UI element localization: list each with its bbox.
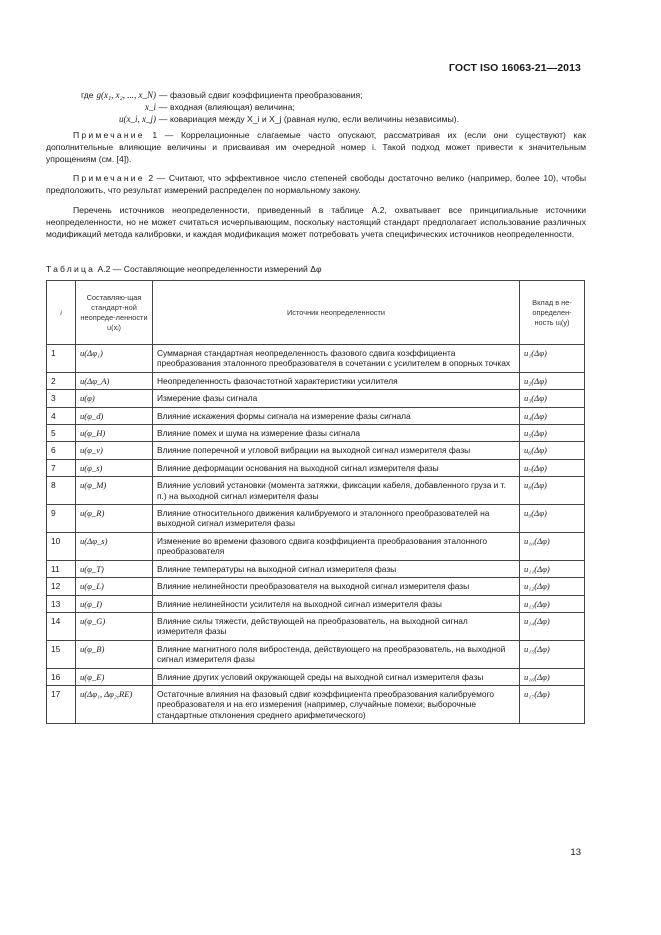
row-index: 3 — [47, 390, 76, 407]
row-index: 16 — [47, 668, 76, 685]
row-source: Измерение фазы сигнала — [153, 390, 520, 407]
row-component: u(φ_s) — [76, 459, 153, 476]
row-source: Влияние помех и шума на измерение фазы сигнала — [153, 425, 520, 442]
table-row — [47, 560, 585, 577]
row-source: Изменение во времени фазового сдвига коэффициента преобразования эталонного преобразователя — [153, 532, 520, 560]
row-source: Влияние температуры на выходной сигнал измерителя фазы — [153, 560, 520, 577]
row-component: u(φ_E) — [76, 668, 153, 685]
row-component: u(φ_L) — [76, 578, 153, 595]
note-label: Примечание — [73, 130, 145, 140]
definition-row — [46, 101, 586, 113]
row-component: u(φ_B) — [76, 640, 153, 668]
row-component: u(φ_v) — [76, 442, 153, 459]
row-component: u(Δφ₁) — [76, 345, 153, 373]
row-component: u(φ_R) — [76, 505, 153, 533]
definition-text: ковариация между X_i и X_j (равная нулю, если величины независимы). — [170, 114, 459, 125]
definition-symbol: u(x_i, x_j) — [119, 114, 156, 125]
row-contribution: u₁₂(Δφ) — [520, 578, 585, 595]
row-index: 2 — [47, 372, 76, 389]
row-index: 7 — [47, 459, 76, 476]
row-index: 9 — [47, 505, 76, 533]
table-row — [47, 640, 585, 668]
row-index: 15 — [47, 640, 76, 668]
row-index: 8 — [47, 477, 76, 505]
note-text: 2 — Считают, что эффективное число степеней свободы достаточно велико (например, более 10), чтобы предположить, что результат измерений распределен по нормальному закону. — [46, 173, 586, 196]
row-index: 6 — [47, 442, 76, 459]
row-source: Влияние других условий окружающей среды на выходной сигнал измерителя фазы — [153, 668, 520, 685]
row-contribution: u₁₁(Δφ) — [520, 560, 585, 577]
row-contribution: u₈(Δφ) — [520, 477, 585, 505]
table-row — [47, 668, 585, 685]
header-contribution: Вклад в не-определен-ность uᵢ(y) — [520, 281, 585, 345]
row-source: Влияние нелинейности преобразователя на выходной сигнал измерителя фазы — [153, 578, 520, 595]
header-component: Составляю-щая стандарт-ной неопреде-ленности u(xᵢ) — [76, 281, 153, 345]
table-row — [47, 532, 585, 560]
row-component: u(φ_M) — [76, 477, 153, 505]
row-component: u(Δφ₁, Δφ₂,RE) — [76, 685, 153, 723]
row-source: Влияние условий установки (момента затяжки, фиксации кабеля, добавленного груза и т. п.) на выходной сигнал измерителя фазы — [153, 477, 520, 505]
row-contribution: u₆(Δφ) — [520, 442, 585, 459]
row-component: u(Δφ_s) — [76, 532, 153, 560]
row-source: Остаточные влияния на фазовый сдвиг коэффициента преобразования калибруемого преобразователя и на его измерения (например, случайные помехи; выборочные стандартные отклонения среднего арифметического) — [153, 685, 520, 723]
row-index: 11 — [47, 560, 76, 577]
header-index: i — [47, 281, 76, 345]
row-contribution: u₅(Δφ) — [520, 425, 585, 442]
row-index: 5 — [47, 425, 76, 442]
row-source: Влияние поперечной и угловой вибрации на выходной сигнал измерителя фазы — [153, 442, 520, 459]
table-row — [47, 595, 585, 612]
row-contribution: u₂(Δφ) — [520, 372, 585, 389]
row-index: 10 — [47, 532, 76, 560]
uncertainty-table — [46, 280, 585, 724]
page-number: 13 — [570, 847, 581, 858]
row-contribution: u₃(Δφ) — [520, 390, 585, 407]
row-contribution: u₁₃(Δφ) — [520, 595, 585, 612]
row-source: Влияние деформации основания на выходной сигнал измерителя фазы — [153, 459, 520, 476]
row-source: Влияние искажения формы сигнала на измерение фазы сигнала — [153, 407, 520, 424]
row-contribution: u₇(Δφ) — [520, 459, 585, 476]
document-header: ГОСТ ISO 16063-21—2013 — [448, 62, 581, 74]
row-component: u(φ) — [76, 390, 153, 407]
table-row — [47, 459, 585, 476]
row-contribution: u₁₀(Δφ) — [520, 532, 585, 560]
row-contribution: u₉(Δφ) — [520, 505, 585, 533]
definition-prefix: где — [80, 90, 94, 100]
row-index: 12 — [47, 578, 76, 595]
row-index: 17 — [47, 685, 76, 723]
row-contribution: u₄(Δφ) — [520, 407, 585, 424]
row-component: u(φ_T) — [76, 560, 153, 577]
row-source: Влияние силы тяжести, действующей на преобразователь, на выходной сигнал измерителя фазы — [153, 612, 520, 640]
note-text: 1 — Коррелационные слагаемые часто опускают, рассматривая их (если они существуют) как дополнительные влияющие величины и присваивая им очередной номер i. Такой подход может привести к значительным упрощениям (см. [4]). — [46, 130, 586, 165]
note-2 — [46, 172, 586, 196]
table-row — [47, 477, 585, 505]
definition-text: фазовый сдвиг коэффициента преобразования; — [170, 90, 363, 100]
row-index: 4 — [47, 407, 76, 424]
row-source: Суммарная стандартная неопределенность фазового сдвига коэффициента преобразования эталонного преобразователя в сочетании с усилителем в опорных точках — [153, 345, 520, 373]
table-caption-text: А.2 — Составляющие неопределенности измерений Δφ — [95, 264, 322, 274]
row-contribution: u₁₆(Δφ) — [520, 668, 585, 685]
table-header-row — [47, 281, 585, 345]
table-caption-label: Таблица — [46, 264, 96, 274]
table-row — [47, 372, 585, 389]
row-component: u(φ_d) — [76, 407, 153, 424]
definition-row — [46, 113, 586, 125]
row-component: u(φ_H) — [76, 425, 153, 442]
row-index: 1 — [47, 345, 76, 373]
definition-dash: — — [158, 114, 168, 125]
row-contribution: u₁₇(Δφ) — [520, 685, 585, 723]
note-1 — [46, 129, 586, 166]
definition-dash: — — [158, 102, 168, 113]
row-contribution: u₁₄(Δφ) — [520, 612, 585, 640]
row-component: u(Δφ_A) — [76, 372, 153, 389]
table-row — [47, 345, 585, 373]
header-source: Источник неопределенности — [153, 281, 520, 345]
definition-row — [46, 89, 586, 101]
table-row — [47, 407, 585, 424]
row-source: Неопределенность фазочастотной характеристики усилителя — [153, 372, 520, 389]
table-row — [47, 578, 585, 595]
table-row — [47, 612, 585, 640]
table-row — [47, 442, 585, 459]
definition-symbol: g(x₁, x₂, ..., x_N) — [96, 90, 156, 100]
row-source: Влияние магнитного поля вибростенда, действующего на преобразователь, на выходной сигнал измерителя фазы — [153, 640, 520, 668]
row-source: Влияние нелинейности усилителя на выходной сигнал измерителя фазы — [153, 595, 520, 612]
row-component: u(φ_G) — [76, 612, 153, 640]
table-row — [47, 505, 585, 533]
definitions-block — [46, 89, 586, 126]
note-label: Примечание — [73, 173, 145, 183]
row-index: 13 — [47, 595, 76, 612]
row-contribution: u₁₅(Δφ) — [520, 640, 585, 668]
row-index: 14 — [47, 612, 76, 640]
table-caption — [46, 264, 322, 274]
row-component: u(φ_I) — [76, 595, 153, 612]
definition-text: входная (влияющая) величина; — [170, 102, 295, 113]
definition-symbol: x_i — [145, 102, 156, 113]
row-source: Влияние относительного движения калибруемого и эталонного преобразователей на выходной сигнал измерителя фазы — [153, 505, 520, 533]
body-paragraph: Перечень источников неопределенности, приведенный в таблице А.2, охватывает все принципиальные источники неопределенности, но не может считаться исчерпывающим, поскольку настоящий стандарт предполагает использование различных модификаций метода калибровки, и каждая модификация может потребовать учета специфических источников неопределенности. — [46, 205, 586, 240]
row-contribution: u₁(Δφ) — [520, 345, 585, 373]
definition-dash: — — [158, 90, 168, 100]
table-row — [47, 685, 585, 723]
table-row — [47, 390, 585, 407]
table-row — [47, 425, 585, 442]
